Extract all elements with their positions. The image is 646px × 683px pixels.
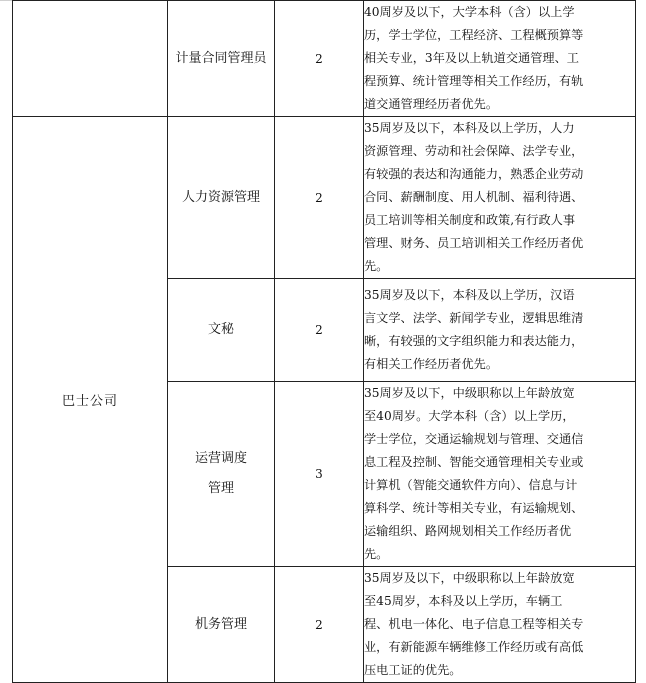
job-title-cell (168, 117, 275, 279)
requirement-line: 计算机（智能交通软件方向）、信息与计 (364, 478, 578, 492)
requirements-cell (364, 382, 636, 567)
requirements-cell (364, 567, 636, 683)
requirement-line: 学士学位，交通运输规划与管理、交通信 (364, 432, 584, 446)
requirement-line: 程、机电一体化、电子信息工程等相关专 (364, 617, 584, 631)
job-title-cell (168, 1, 275, 117)
requirement-line: 35周岁及以下，中级职称以上年龄放宽 (364, 386, 575, 400)
requirement-line: 资源管理、劳动和社会保障、法学专业， (364, 144, 584, 158)
requirement-line: 先。 (364, 259, 389, 273)
requirement-line: 有相关工作经历者优先。 (364, 357, 499, 371)
requirement-line: 息工程及控制、智能交通管理相关专业或 (364, 455, 584, 469)
headcount-cell: 2 (275, 117, 364, 279)
job-title: 运营调度 (194, 451, 247, 466)
headcount-cell: 2 (275, 279, 364, 382)
requirement-line: 管理、财务、员工培训相关工作经历者优 (364, 236, 584, 250)
company-cell: 巴士公司 (13, 117, 168, 683)
requirement-line: 员工培训等相关制度和政策,有行政人事 (364, 213, 576, 227)
requirements-cell (364, 117, 636, 279)
requirement-line: 35周岁及以下，中级职称以上年龄放宽 (364, 571, 575, 585)
requirement-line: 35周岁及以下，本科及以上学历，人力 (364, 121, 575, 135)
table-row (13, 117, 636, 279)
headcount-cell: 2 (275, 1, 364, 117)
requirements-cell (364, 1, 636, 117)
requirement-line: 至45周岁，本科及以上学历，车辆工 (364, 594, 563, 608)
requirement-line: 压电工证的优先。 (364, 663, 462, 677)
requirement-line: 至40周岁。大学本科（含）以上学历， (364, 409, 575, 423)
requirement-line: 晰，有较强的文字组织能力和表达能力， (364, 334, 584, 348)
requirement-line: 有较强的表达和沟通能力，熟悉企业劳动 (364, 167, 584, 181)
table-row (13, 1, 636, 117)
job-title-cell (168, 567, 275, 683)
requirement-line: 合同、薪酬制度、用人机制、福利待遇、 (364, 190, 584, 204)
requirement-line: 35周岁及以下，本科及以上学历，汉语 (364, 288, 575, 302)
requirement-line: 相关专业，3年及以上轨道交通管理、工 (364, 51, 579, 65)
job-title: 机务管理 (194, 616, 247, 632)
job-title: 计量合同管理员 (175, 50, 267, 66)
company-cell-empty (13, 1, 168, 117)
requirement-line: 40周岁及以下，大学本科（含）以上学 (364, 5, 575, 19)
requirement-line: 算科学、统计等相关专业，有运输规划、 (364, 501, 584, 515)
requirement-line: 道交通管理经历者优先。 (364, 97, 499, 111)
job-title: 管理 (207, 481, 234, 496)
requirement-line: 言文学、法学、新闻学专业，逻辑思维清 (364, 311, 584, 325)
requirement-line: 程预算、统计管理等相关工作经历，有轨 (364, 74, 584, 88)
requirements-cell (364, 279, 636, 382)
requirement-line: 历，学士学位，工程经济、工程概预算等 (364, 28, 584, 42)
job-title-cell (168, 382, 275, 567)
job-title-cell (168, 279, 275, 382)
requirement-line: 业，有新能源车辆维修工作经历或有高低 (364, 640, 584, 654)
requirement-line: 运输组织、路网规划相关工作经历者优 (364, 524, 572, 538)
job-title: 文秘 (207, 322, 234, 337)
job-title: 人力资源管理 (181, 189, 260, 205)
headcount-cell: 3 (275, 382, 364, 567)
headcount-cell: 2 (275, 567, 364, 683)
job-requirements-table (12, 0, 636, 683)
requirement-line: 先。 (364, 547, 389, 561)
